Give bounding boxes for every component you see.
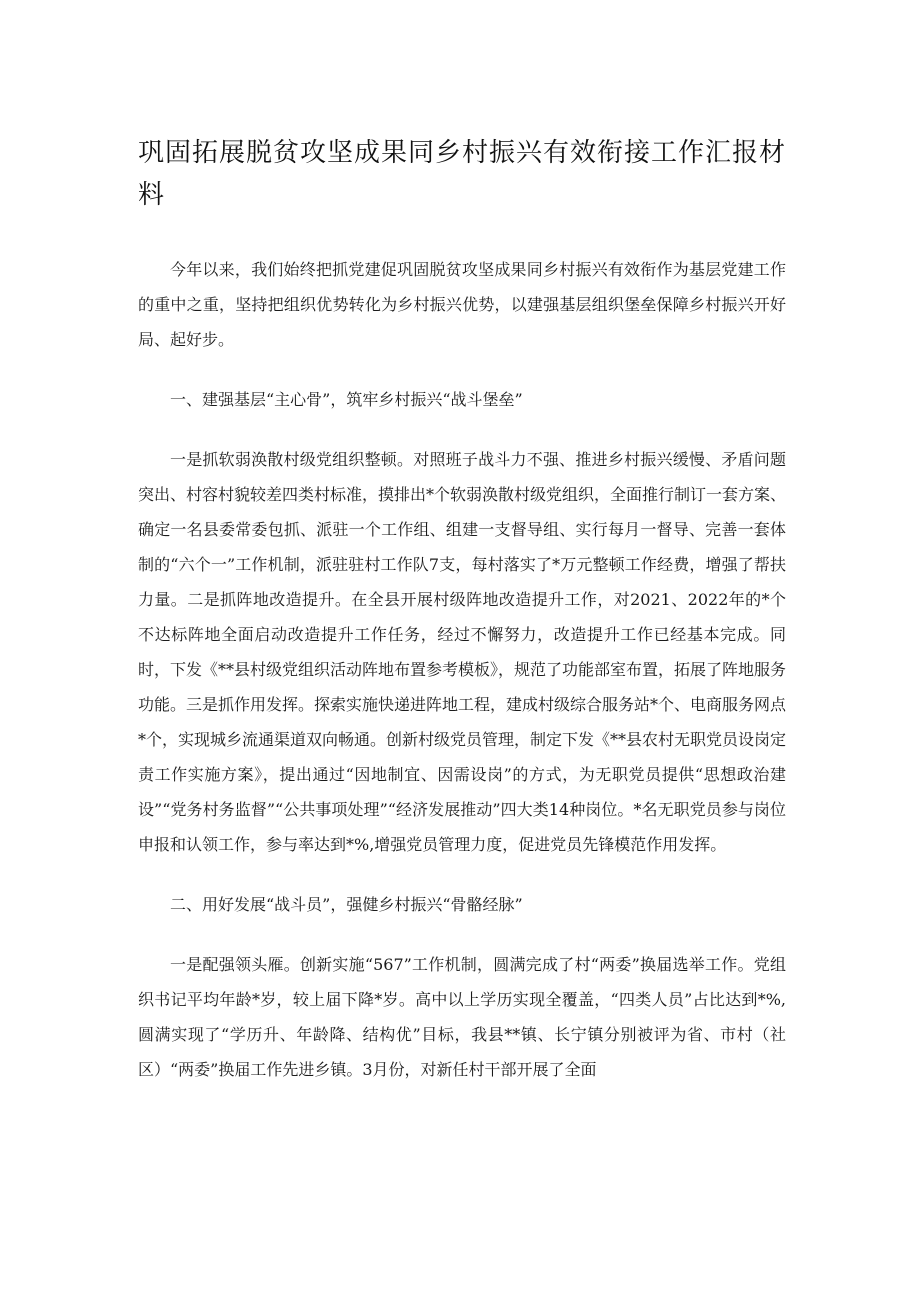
section-2-paragraph: 一是配强领头雁。创新实施“567”工作机制，圆满完成了村“两委”换届选举工作。党组织书记平均年龄*岁，较上届下降*岁。高中以上学历实现全覆盖，“四类人员”占比达到*%,圆满实现了“学历升、年龄降、结构优”目标，我县**镇、长宁镇分别被评为省、市村（社区）“两委”换届工作先进乡镇。3月份，对新任村干部开展了全面 [138,955,786,1079]
intro-paragraph: 今年以来，我们始终把抓党建促巩固脱贫攻坚成果同乡村振兴有效衔作为基层党建工作的重中之重，坚持把组织优势转化为乡村振兴优势，以建强基层组织堡垒保障乡村振兴开好局、起好步。 [138,260,786,349]
section-1-paragraph: 一是抓软弱涣散村级党组织整顿。对照班子战斗力不强、推进乡村振兴缓慢、矛盾问题突出、村容村貌较差四类村标准，摸排出*个软弱涣散村级党组织，全面推行制订一套方案、确定一名县委常委包抓、派驻一个工作组、组建一支督导组、实行每月一督导、完善一套体制的“六个一”工作机制，派驻驻村工作队7支，每村落实了*万元整顿工作经费，增强了帮扶力量。二是抓阵地改造提升。在全县开展村级阵地改造提升工作，对2021、2022年的*个不达标阵地全面启动改造提升工作任务，经过不懈努力，改造提升工作已经基本完成。同时，下发《**县村级党组织活动阵地布置参考模板》，规范了功能部室布置，拓展了阵地服务功能。三是抓作用发挥。探索实施快递进阵地工程，建成村级综合服务站*个、电商服务网点*个，实现城乡流通渠道双向畅通。创新村级党员管理，制定下发《**县农村无职党员设岗定责工作实施方案》，提出通过“因地制宜、因需设岗”的方式，为无职党员提供“思想政治建设”“党务村务监督”“公共事项处理”“经济发展推动”四大类14种岗位。*名无职党员参与岗位申报和认领工作，参与率达到*%,增强党员管理力度，促进党员先锋模范作用发挥。 [138,450,787,854]
document-title: 巩固拓展脱贫攻坚成果同乡村振兴有效衔接工作汇报材料 [138,138,787,210]
document-body [138,252,786,1112]
section-heading-2: 二、用好发展“战斗员”，强健乡村振兴“骨骼经脉” [170,895,523,914]
section-heading-1: 一、建强基层“主心骨”，筑牢乡村振兴“战斗堡垒” [170,390,523,409]
